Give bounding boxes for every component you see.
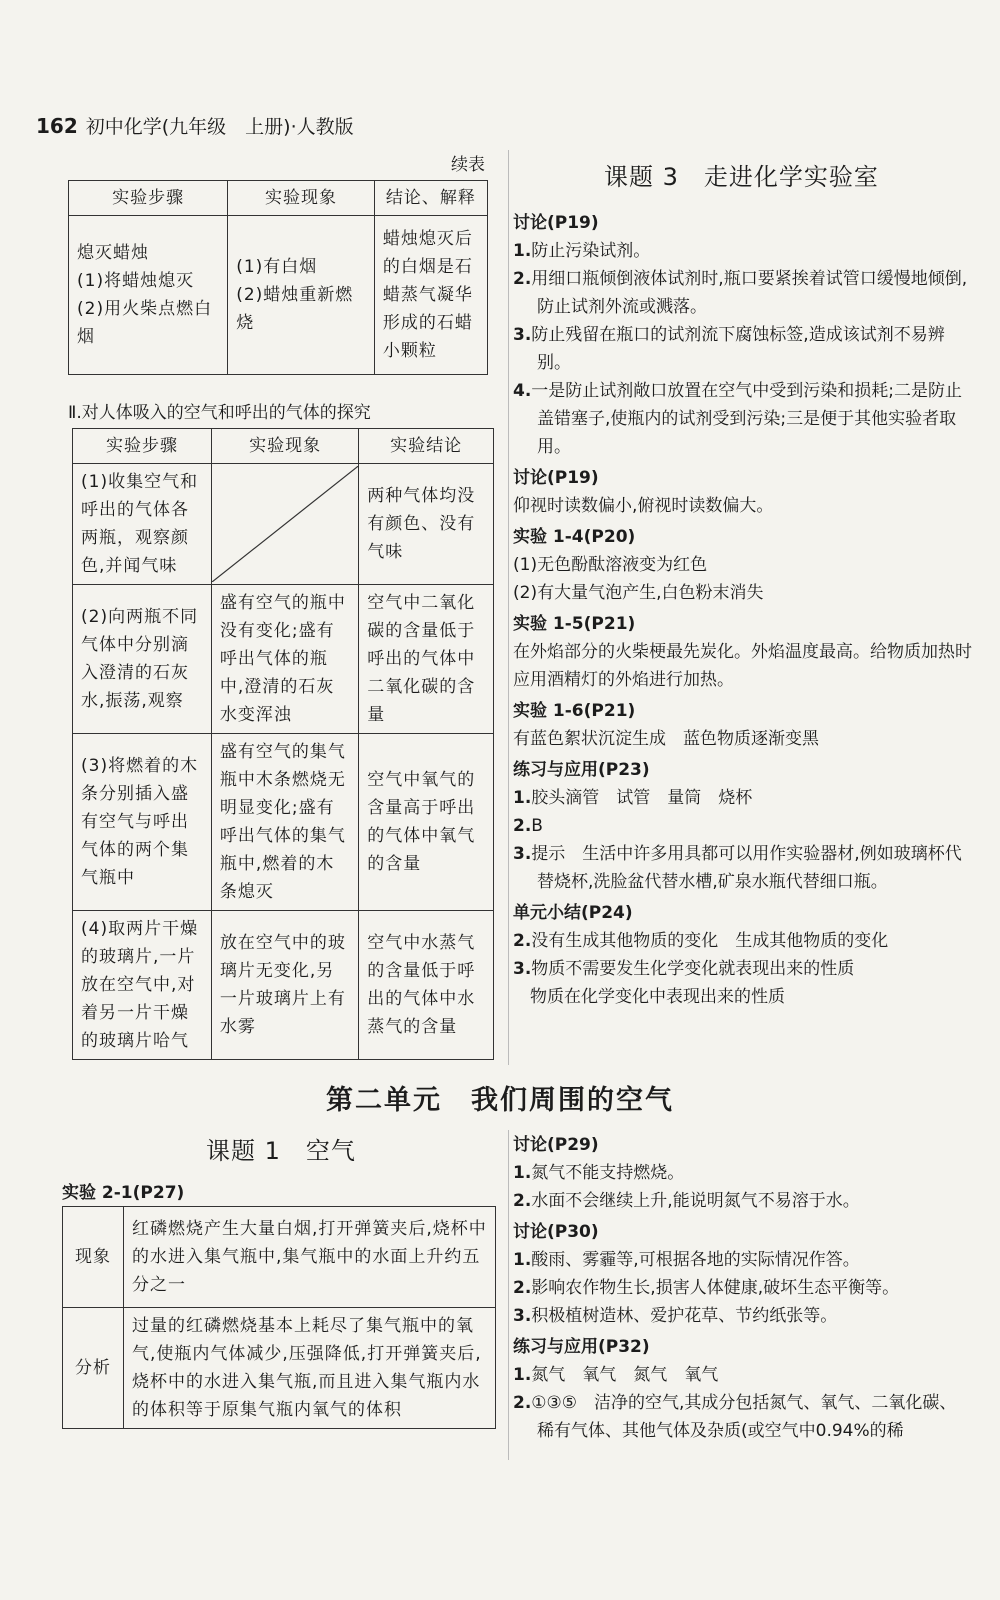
column-divider: [508, 1130, 509, 1460]
item-text: 用细口瓶倾倒液体试剂时,瓶口要紧挨着试管口缓慢地倾倒,防止试剂外流或溅落。: [531, 269, 968, 317]
table-cell-text: 过量的红磷燃烧基本上耗尽了集气瓶中的氧气,使瓶内气体减少,压强降低,打开弹簧夹后,烧杯中的水进入集气瓶,而且进入集气瓶内水的体积等于原集气瓶内氧气的体积: [124, 1308, 496, 1429]
item-text: B: [531, 816, 543, 836]
answer-text: 有蓝色絮状沉淀生成 蓝色物质逐渐变黑: [513, 729, 819, 749]
section-heading: 讨论(P29): [513, 1135, 599, 1155]
experiment-table-continued: [68, 180, 488, 375]
table-cell-step: (2)向两瓶不同气体中分别滴入澄清的石灰水,振荡,观察: [73, 585, 212, 734]
page-header: [36, 112, 354, 139]
row-label: 现象: [63, 1207, 124, 1308]
answer-item: [513, 1361, 973, 1389]
item-text: 积极植树造林、爱护花草、节约纸张等。: [531, 1306, 838, 1326]
item-number: 3.: [513, 1306, 532, 1326]
answer-item: [513, 1274, 973, 1302]
answer-item: [513, 1389, 973, 1445]
table-header-row: [69, 181, 488, 216]
item-text: 酸雨、雾霾等,可根据各地的实际情况作答。: [531, 1250, 860, 1270]
page-number: 162: [36, 114, 78, 138]
item-text: 提示 生活中许多用具都可以用作实验器材,例如玻璃杯代替烧杯,洗脸盆代替水槽,矿泉水瓶代替细口瓶。: [531, 844, 962, 892]
item-number: 2.: [513, 931, 532, 951]
table-cell-conclusion: 空气中水蒸气的含量低于呼出的气体中水蒸气的含量: [359, 911, 494, 1060]
table-cell-step: 熄灭蜡烛 (1)将蜡烛熄灭 (2)用火柴点燃白烟: [69, 216, 228, 375]
section-heading: 讨论(P30): [513, 1222, 599, 1242]
table-row: [63, 1308, 496, 1429]
item-number: 1.: [513, 788, 532, 808]
answer-item: [513, 927, 973, 955]
lesson3-answers: [513, 206, 973, 1011]
experiment-2-1-table: [62, 1206, 496, 1429]
item-text: 一是防止试剂敞口放置在空气中受到污染和损耗;二是防止盖错塞子,使瓶内的试剂受到污染;三是便于其他实验者取用。: [531, 381, 963, 457]
section-title: Ⅱ.对人体吸入的空气和呼出的气体的探究: [68, 403, 371, 423]
lesson-title: 课题 1 空气: [206, 1137, 356, 1165]
answer-text: 物质在化学变化中表现出来的性质: [513, 987, 785, 1007]
item-text: 防止残留在瓶口的试剂流下腐蚀标签,造成该试剂不易辨别。: [531, 325, 945, 373]
item-number: 4.: [513, 381, 532, 401]
section-heading: 实验 1-5(P21): [513, 614, 636, 634]
table-header-row: [73, 429, 494, 464]
lesson-title: 课题 3 走进化学实验室: [604, 163, 879, 191]
answer-item: [513, 840, 973, 896]
table-header-cell: 实验现象: [211, 429, 358, 464]
item-text: 氮气不能支持燃烧。: [531, 1163, 685, 1183]
row-label: 分析: [63, 1308, 124, 1429]
unit-title: 第二单元 我们周围的空气: [326, 1085, 674, 1116]
section-heading: 单元小结(P24): [513, 903, 633, 923]
answer-item: [513, 955, 973, 983]
item-text: 氮气 氧气 氮气 氧气: [531, 1365, 719, 1385]
answer-text: 仰视时读数偏小,俯视时读数偏大。: [513, 496, 774, 516]
table-row: [73, 734, 494, 911]
table-cell-step: (4)取两片干燥的玻璃片,一片放在空气中,对着另一片干燥的玻璃片哈气: [73, 911, 212, 1060]
answer-item: [513, 1159, 973, 1187]
item-number: 2.: [513, 1278, 532, 1298]
diagonal-line: [212, 466, 358, 582]
table-row: [73, 464, 494, 585]
table-cell-text: 红磷燃烧产生大量白烟,打开弹簧夹后,烧杯中的水进入集气瓶中,集气瓶中的水面上升约五分之一: [124, 1207, 496, 1308]
item-text: 没有生成其他物质的变化 生成其他物质的变化: [531, 931, 889, 951]
item-text: 物质不需要发生化学变化就表现出来的性质: [531, 959, 855, 979]
lesson1-answers: [513, 1128, 973, 1445]
answer-item: [513, 1302, 973, 1330]
table-header-cell: 实验步骤: [69, 181, 228, 216]
table-header-cell: 结论、解释: [374, 181, 487, 216]
table-row: [69, 216, 488, 375]
table-header-cell: 实验步骤: [73, 429, 212, 464]
item-text: 影响农作物生长,损害人体健康,破坏生态平衡等。: [531, 1278, 900, 1298]
book-title: 初中化学(九年级 上册)·人教版: [85, 116, 354, 138]
table-cell-conclusion: 蜡烛熄灭后的白烟是石蜡蒸气凝华形成的石蜡小颗粒: [374, 216, 487, 375]
item-number: 2.: [513, 816, 532, 836]
table-cell-phenomenon: 盛有空气的集气瓶中木条燃烧无明显变化;盛有呼出气体的集气瓶中,燃着的木条熄灭: [211, 734, 358, 911]
section-heading: 实验 1-4(P20): [513, 527, 636, 547]
item-text: 防止污染试剂。: [531, 241, 651, 261]
answer-text: 在外焰部分的火柴梗最先炭化。外焰温度最高。给物质加热时应用酒精灯的外焰进行加热。: [513, 642, 972, 690]
continued-label: 续表: [451, 155, 485, 175]
answer-item: [513, 812, 973, 840]
answer-item: [513, 1187, 973, 1215]
table-row: [63, 1207, 496, 1308]
item-number: 3.: [513, 844, 532, 864]
item-number: 2.: [513, 1191, 532, 1211]
section-heading: 讨论(P19): [513, 213, 599, 233]
table-cell-step: (3)将燃着的木条分别插入盛有空气与呼出气体的两个集气瓶中: [73, 734, 212, 911]
experiment-label: 实验 2-1(P27): [62, 1183, 185, 1203]
table-row: [73, 911, 494, 1060]
item-text: ①③⑤ 洁净的空气,其成分包括氮气、氧气、二氧化碳、稀有气体、其他气体及杂质(或空气中0.94%的稀: [531, 1393, 957, 1441]
answer-text: (1)无色酚酞溶液变为红色: [513, 555, 708, 575]
item-number: 2.: [513, 269, 532, 289]
table-row: [73, 585, 494, 734]
item-text: 水面不会继续上升,能说明氮气不易溶于水。: [531, 1191, 860, 1211]
diagonal-empty-cell: [211, 464, 358, 585]
answer-item: [513, 377, 973, 461]
breath-experiment-table: [72, 428, 494, 1060]
item-number: 2.: [513, 1393, 532, 1413]
section-heading: 练习与应用(P32): [513, 1337, 650, 1357]
item-number: 1.: [513, 1250, 532, 1270]
answer-item: [513, 265, 973, 321]
section-heading: 讨论(P19): [513, 468, 599, 488]
section-heading: 练习与应用(P23): [513, 760, 650, 780]
table-cell-conclusion: 空气中二氧化碳的含量低于呼出的气体中二氧化碳的含量: [359, 585, 494, 734]
item-number: 3.: [513, 959, 532, 979]
answer-text: (2)有大量气泡产生,白色粉末消失: [513, 583, 764, 603]
item-number: 3.: [513, 325, 532, 345]
table-cell-conclusion: 两种气体均没有颜色、没有气味: [359, 464, 494, 585]
item-text: 胶头滴管 试管 量筒 烧杯: [531, 788, 753, 808]
item-number: 1.: [513, 241, 532, 261]
table-cell-phenomenon: (1)有白烟 (2)蜡烛重新燃烧: [228, 216, 375, 375]
item-number: 1.: [513, 1365, 532, 1385]
table-cell-phenomenon: 放在空气中的玻璃片无变化,另一片玻璃片上有水雾: [211, 911, 358, 1060]
table-cell-step: (1)收集空气和呼出的气体各两瓶，观察颜色,并闻气味: [73, 464, 212, 585]
table-header-cell: 实验结论: [359, 429, 494, 464]
item-number: 1.: [513, 1163, 532, 1183]
answer-item: [513, 1246, 973, 1274]
section-heading: 实验 1-6(P21): [513, 701, 636, 721]
column-divider: [508, 150, 509, 1065]
table-header-cell: 实验现象: [228, 181, 375, 216]
answer-item: [513, 321, 973, 377]
table-cell-conclusion: 空气中氧气的含量高于呼出的气体中氧气的含量: [359, 734, 494, 911]
table-cell-phenomenon: 盛有空气的瓶中没有变化;盛有呼出气体的瓶中,澄清的石灰水变浑浊: [211, 585, 358, 734]
answer-item: [513, 784, 973, 812]
answer-item: [513, 237, 973, 265]
